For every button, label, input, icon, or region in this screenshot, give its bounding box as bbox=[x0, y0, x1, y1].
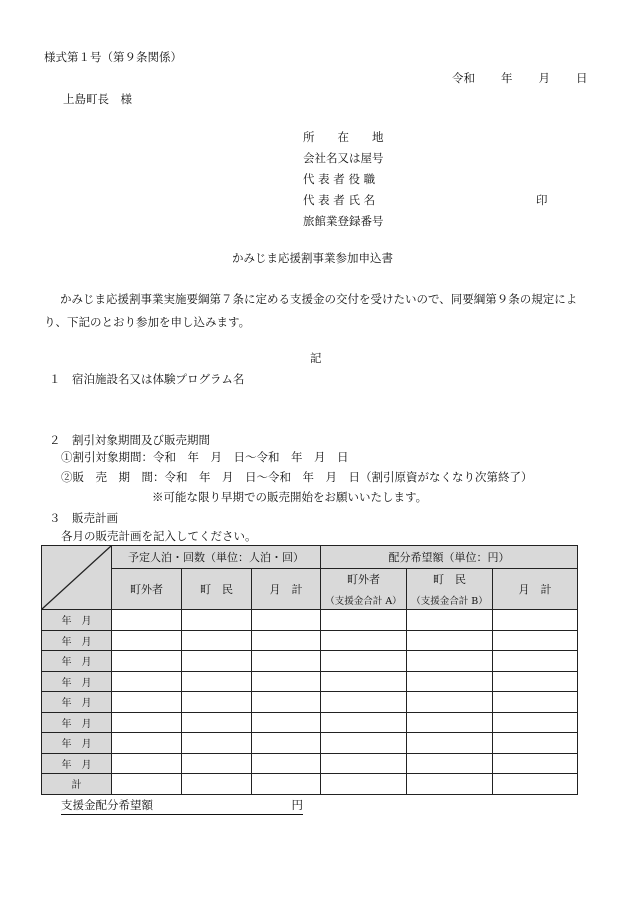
table-cell[interactable] bbox=[112, 692, 182, 713]
table-cell[interactable] bbox=[493, 733, 578, 754]
row-label: 年 月 bbox=[42, 610, 112, 631]
table-body bbox=[42, 610, 578, 795]
document-title: かみじま応援割事業参加申込書 bbox=[232, 251, 393, 265]
table-cell[interactable] bbox=[493, 712, 578, 733]
table-cell[interactable] bbox=[321, 774, 407, 795]
table-cell[interactable] bbox=[407, 733, 493, 754]
table-cell[interactable] bbox=[321, 733, 407, 754]
table-cell[interactable] bbox=[182, 630, 252, 651]
table-cell[interactable] bbox=[182, 753, 252, 774]
table-cell[interactable] bbox=[182, 712, 252, 733]
table-row bbox=[42, 630, 578, 651]
table-cell[interactable] bbox=[407, 630, 493, 651]
table-cell[interactable] bbox=[252, 651, 321, 672]
row-label: 年 月 bbox=[42, 692, 112, 713]
col-header-resident: 町 民 bbox=[182, 569, 252, 610]
table-cell[interactable] bbox=[182, 610, 252, 631]
table-cell[interactable] bbox=[407, 753, 493, 774]
table-cell[interactable] bbox=[182, 774, 252, 795]
table-cell[interactable] bbox=[182, 651, 252, 672]
table-cell[interactable] bbox=[407, 774, 493, 795]
table-cell[interactable] bbox=[112, 712, 182, 733]
table-cell[interactable] bbox=[493, 692, 578, 713]
row-label: 年 月 bbox=[42, 753, 112, 774]
date-era: 令和 bbox=[452, 71, 475, 85]
row-label: 年 月 bbox=[42, 671, 112, 692]
table-cell[interactable] bbox=[182, 671, 252, 692]
section-1-heading: １ 宿泊施設名又は体験プログラム名 bbox=[49, 372, 245, 386]
table-cell[interactable] bbox=[321, 671, 407, 692]
section-3-instruction: 各月の販売計画を記入してください。 bbox=[61, 529, 257, 543]
table-cell[interactable] bbox=[407, 712, 493, 733]
date-day: 日 bbox=[576, 71, 588, 85]
col-header-monthly-total: 月 計 bbox=[252, 569, 321, 610]
section-2-line-1: ①割引対象期間：令和 年 月 日～令和 年 月 日 bbox=[61, 450, 349, 464]
table-row bbox=[42, 753, 578, 774]
table-cell[interactable] bbox=[252, 774, 321, 795]
table-row bbox=[42, 610, 578, 631]
table-row bbox=[42, 692, 578, 713]
col-header-outside: 町外者 bbox=[112, 569, 182, 610]
diagonal-line bbox=[42, 546, 111, 609]
table-cell[interactable] bbox=[252, 610, 321, 631]
seal-mark: 印 bbox=[536, 193, 548, 207]
table-cell[interactable] bbox=[182, 733, 252, 754]
table-cell[interactable] bbox=[112, 651, 182, 672]
date-year: 年 bbox=[501, 71, 513, 85]
body-text: かみじま応援割事業実施要綱第７条に定める支援金の交付を受けたいので、同要綱第９条の規定により、下記のとおり参加を申し込みます。 bbox=[44, 292, 578, 329]
table-cell[interactable] bbox=[321, 610, 407, 631]
col-header-outside-amount: 町外者 （支援金合計 A） bbox=[321, 569, 407, 610]
applicant-rep-title: 代 表 者 役 職 bbox=[303, 172, 376, 186]
table-row bbox=[42, 774, 578, 795]
section-2-heading: ２ 割引対象期間及び販売期間 bbox=[49, 433, 210, 447]
applicant-address: 所 在 地 bbox=[303, 130, 384, 144]
table-cell[interactable] bbox=[112, 753, 182, 774]
table-cell[interactable] bbox=[493, 774, 578, 795]
table-cell[interactable] bbox=[252, 733, 321, 754]
table-cell[interactable] bbox=[407, 610, 493, 631]
col-header-resident-amount: 町 民 （支援金合計 B） bbox=[407, 569, 493, 610]
row-label: 年 月 bbox=[42, 630, 112, 651]
total-allocation-label: 支援金配分希望額 bbox=[61, 798, 153, 812]
applicant-rep-name: 代 表 者 氏 名 印 bbox=[303, 190, 384, 211]
table-cell[interactable] bbox=[112, 630, 182, 651]
table-cell[interactable] bbox=[112, 610, 182, 631]
applicant-block bbox=[303, 127, 548, 232]
section-2-note: ※可能な限り早期での販売開始をお願いいたします。 bbox=[152, 490, 428, 504]
total-allocation-line bbox=[61, 797, 303, 815]
table-cell[interactable] bbox=[252, 671, 321, 692]
sales-plan-table bbox=[41, 545, 578, 795]
table-cell[interactable] bbox=[252, 630, 321, 651]
applicant-license: 旅館業登録番号 bbox=[303, 214, 384, 228]
date-month: 月 bbox=[538, 71, 550, 85]
table-cell[interactable] bbox=[112, 671, 182, 692]
table-cell[interactable] bbox=[182, 692, 252, 713]
total-allocation-unit: 円 bbox=[291, 798, 303, 812]
row-label: 年 月 bbox=[42, 733, 112, 754]
col-header-monthly-total-amount: 月 計 bbox=[493, 569, 578, 610]
table-cell[interactable] bbox=[252, 753, 321, 774]
table-cell[interactable] bbox=[321, 630, 407, 651]
table-cell[interactable] bbox=[252, 712, 321, 733]
table-cell[interactable] bbox=[407, 692, 493, 713]
row-label: 年 月 bbox=[42, 651, 112, 672]
table-row bbox=[42, 712, 578, 733]
table-cell[interactable] bbox=[493, 753, 578, 774]
table-cell[interactable] bbox=[252, 692, 321, 713]
table-cell[interactable] bbox=[407, 651, 493, 672]
table-cell[interactable] bbox=[321, 712, 407, 733]
table-cell[interactable] bbox=[493, 630, 578, 651]
table-cell[interactable] bbox=[321, 753, 407, 774]
group-header-planned-count: 予定人泊・回数（単位：人泊・回） bbox=[112, 546, 321, 569]
row-label: 年 月 bbox=[42, 712, 112, 733]
date-line bbox=[452, 70, 588, 86]
table-cell[interactable] bbox=[112, 733, 182, 754]
ki-marker: 記 bbox=[310, 351, 322, 365]
section-2-line-2: ②販 売 期 間：令和 年 月 日～令和 年 月 日（割引原資がなくなり次第終了） bbox=[61, 470, 533, 484]
addressee: 上島町長 様 bbox=[63, 92, 132, 106]
table-row bbox=[42, 671, 578, 692]
table-cell[interactable] bbox=[321, 692, 407, 713]
group-header-allocation: 配分希望額（単位：円） bbox=[321, 546, 578, 569]
form-number: 様式第１号（第９条関係） bbox=[44, 50, 182, 64]
table-row bbox=[42, 651, 578, 672]
table-corner-cell bbox=[42, 546, 112, 610]
row-label: 計 bbox=[42, 774, 112, 795]
table-cell[interactable] bbox=[321, 651, 407, 672]
table-cell[interactable] bbox=[493, 610, 578, 631]
table-cell[interactable] bbox=[493, 651, 578, 672]
table-row bbox=[42, 733, 578, 754]
table-cell[interactable] bbox=[112, 774, 182, 795]
section-3-heading: ３ 販売計画 bbox=[49, 511, 118, 525]
table-cell[interactable] bbox=[407, 671, 493, 692]
applicant-company: 会社名又は屋号 bbox=[303, 151, 384, 165]
table-cell[interactable] bbox=[493, 671, 578, 692]
